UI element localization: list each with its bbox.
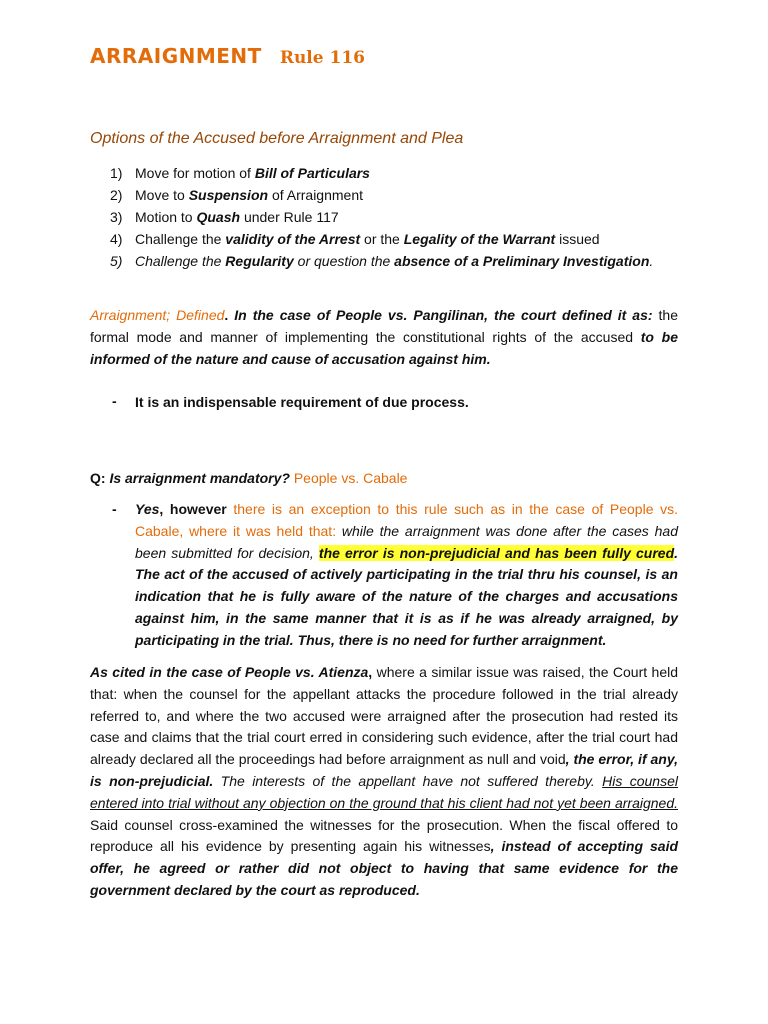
item-text: or the [360, 231, 404, 247]
question-label: Q: [90, 470, 106, 486]
item-number: 1) [110, 165, 123, 181]
item-text: Move to [135, 187, 189, 203]
list-item [110, 207, 670, 229]
title-rule: Rule 116 [279, 48, 365, 68]
atienza-text: Said counsel cross-examined the witnesses for the prosecution. When the fiscal offered to reproduce all his evidence by presenting again his witnesses [90, 816, 678, 855]
atienza-italic: The interests of the appellant have not suffered thereby. [213, 772, 603, 789]
list-item [110, 251, 670, 273]
atienza-lead: As cited in the case of People vs. Atienza [90, 664, 369, 680]
answer-rest: . The act of the accused of actively participating in the trial thru his counsel, is an indication that he is fully aware of the nature of the charges and accusations against him, in the same manner that it is as if he was already arraigned, by participating in the trial. Thus, there is no need for further arraignment. [135, 544, 679, 648]
item-number: 2) [110, 187, 123, 203]
atienza-paragraph [90, 662, 678, 902]
question-text: Is arraignment mandatory? [109, 470, 290, 486]
item-text: Challenge the [135, 231, 226, 247]
definition-emphasis: to be informed of the nature and cause of accusation against him. [90, 328, 678, 367]
list-item [110, 229, 670, 251]
answer-italic: while the arraignment was done after the cases had been submitted for decision, [135, 522, 678, 561]
answer-paragraph [135, 499, 678, 652]
answer-exception: there is an exception to this rule such as in the case of People vs. Cabale, where it was held that: [135, 501, 679, 539]
title-main: ARRAIGNMENT [90, 44, 262, 68]
item-emphasis: absence of a Preliminary Investigation [394, 253, 650, 269]
item-emphasis: Legality of the Warrant [403, 231, 556, 247]
question-case: People vs. Cabale [293, 470, 408, 486]
item-emphasis: Regularity [225, 253, 294, 269]
item-emphasis: Suspension [188, 187, 269, 203]
item-text: under Rule 117 [240, 209, 339, 225]
item-emphasis: validity of the Arrest [225, 231, 361, 247]
item-text: or question the [293, 253, 395, 269]
answer-yes: Yes [135, 501, 160, 517]
item-number: 3) [110, 209, 123, 225]
item-emphasis: Bill of Particulars [254, 165, 370, 181]
atienza-emphasis: , instead of accepting said offer, he agreed or rather did not object to having that same evidence for the government declared by the court as reproduced. [90, 838, 679, 898]
options-list [110, 163, 670, 273]
item-text: Challenge the [135, 253, 226, 269]
bullet-dash: - [112, 393, 117, 409]
page-title [90, 44, 365, 68]
answer-however: , however [159, 501, 234, 517]
item-text: issued [555, 231, 600, 247]
definition-period: . [224, 307, 229, 323]
item-text: of Arraignment [268, 187, 363, 203]
definition-paragraph [90, 305, 678, 370]
item-text: . [649, 253, 654, 269]
bullet-dash: - [112, 501, 117, 517]
section-subheading: Options of the Accused before Arraignment and Plea [90, 130, 464, 147]
question-paragraph [90, 468, 678, 490]
definition-case: In the case of People vs. Pangilinan, the court defined it as: [234, 307, 653, 323]
item-number: 5) [110, 253, 123, 269]
item-text: Move for motion of [135, 165, 255, 181]
atienza-underlined: His counsel entered into trial without any objection on the ground that his client had not yet been arraigned. [90, 772, 678, 811]
list-item [110, 163, 670, 185]
answer-highlight: the error is non-prejudicial and has been fully cured [318, 544, 675, 561]
definition-label: Arraignment; Defined [90, 307, 225, 323]
bullet-text: It is an indispensable requirement of due process. [135, 394, 469, 410]
atienza-emphasis: , the error, if any, is non-prejudicial. [90, 751, 678, 789]
item-emphasis: Quash [196, 209, 241, 225]
item-number: 4) [110, 231, 123, 247]
atienza-comma: , [368, 664, 373, 680]
item-text: Motion to [135, 209, 197, 225]
list-item [110, 185, 670, 207]
atienza-text: where a similar issue was raised, the Court held that: when the counsel for the appellant attacks the procedure followed in the trial already referred to, and where the two accused were arraigned after the prosecution had rested its case and claims that the trial court erred in considering such evidence, after the trial court had already declared all the proceedings had before arraignment as null and void [90, 664, 678, 768]
definition-text: the formal mode and manner of implementing the constitutional rights of the accused [90, 307, 678, 345]
